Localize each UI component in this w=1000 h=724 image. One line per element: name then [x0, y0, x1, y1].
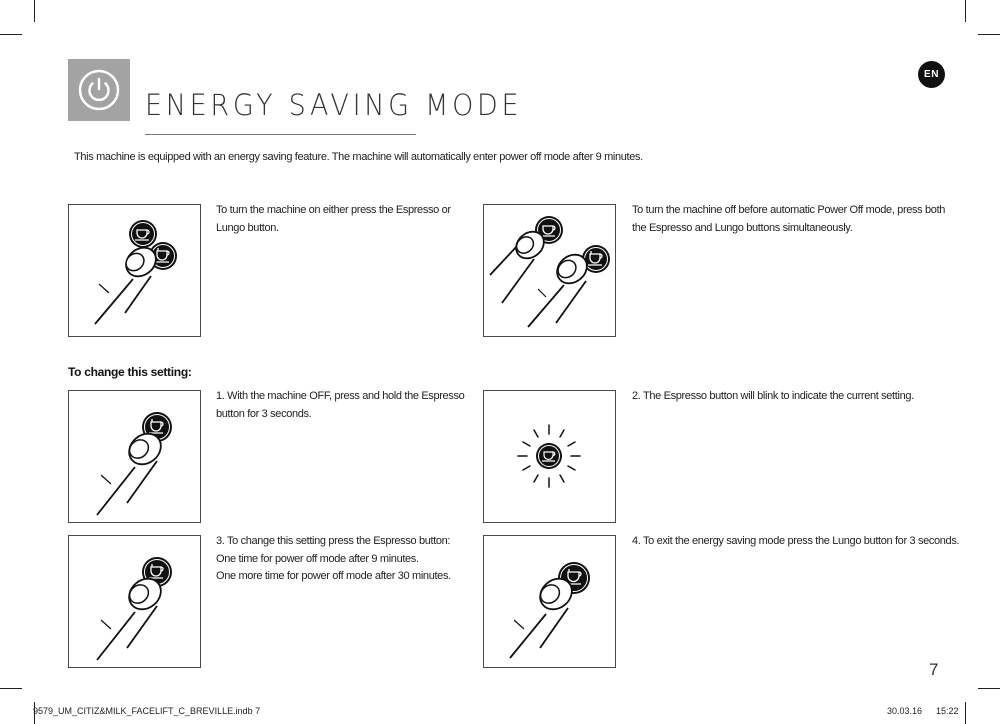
title-underline	[145, 134, 416, 135]
text-line: To turn the machine off before automatic Power Off mode, press both	[632, 204, 946, 216]
text-line: One more time for power off mode after 30 minutes.	[216, 570, 451, 582]
panel-text	[216, 533, 451, 586]
panel-text	[632, 533, 959, 551]
power-icon	[68, 59, 130, 121]
intro-text: This machine is equipped with an energy saving feature. The machine will automatically enter power off mode after 9 minutes.	[74, 151, 643, 163]
text-line: One time for power off mode after 9 minutes.	[216, 552, 419, 565]
panel-text	[216, 388, 464, 423]
illustration-step-1	[68, 390, 201, 523]
illustration-step-2	[483, 390, 616, 523]
print-time: 15:22	[936, 706, 959, 716]
crop-mark	[978, 688, 1000, 689]
section-heading: To change this setting:	[68, 365, 192, 379]
crop-mark	[34, 0, 35, 22]
panel-text	[632, 202, 945, 237]
text-line: 4. To exit the energy saving mode press the Lungo button for 3 seconds.	[632, 535, 960, 547]
crop-mark	[0, 688, 22, 689]
illustration-power-off	[483, 204, 616, 337]
text-line: the Espresso and Lungo buttons simultaneously.	[632, 221, 853, 234]
crop-mark	[978, 34, 1000, 35]
illustration-power-on	[68, 204, 201, 337]
panel-text	[216, 202, 451, 237]
text-line: 1. With the machine OFF, press and hold the Espresso	[216, 390, 465, 402]
text-line: 3. To change this setting press the Espresso button:	[216, 535, 451, 547]
panel-text	[632, 388, 914, 406]
print-date: 30.03.16	[887, 706, 923, 716]
language-badge: EN	[918, 61, 945, 88]
file-slug: 9579_UM_CITIZ&MILK_FACELIFT_C_BREVILLE.indb 7	[33, 706, 261, 716]
text-line: 2. The Espresso button will blink to indicate the current setting.	[632, 390, 914, 402]
illustration-step-4	[483, 535, 616, 668]
crop-mark	[965, 0, 966, 22]
text-line: button for 3 seconds.	[216, 407, 312, 420]
page-title: ENERGY SAVING MODE	[145, 88, 523, 122]
crop-mark	[0, 34, 22, 35]
crop-mark	[965, 702, 966, 724]
text-line: To turn the machine on either press the Espresso or	[216, 204, 451, 216]
illustration-step-3	[68, 535, 201, 668]
text-line: Lungo button.	[216, 221, 279, 234]
page-number: 7	[929, 660, 939, 679]
